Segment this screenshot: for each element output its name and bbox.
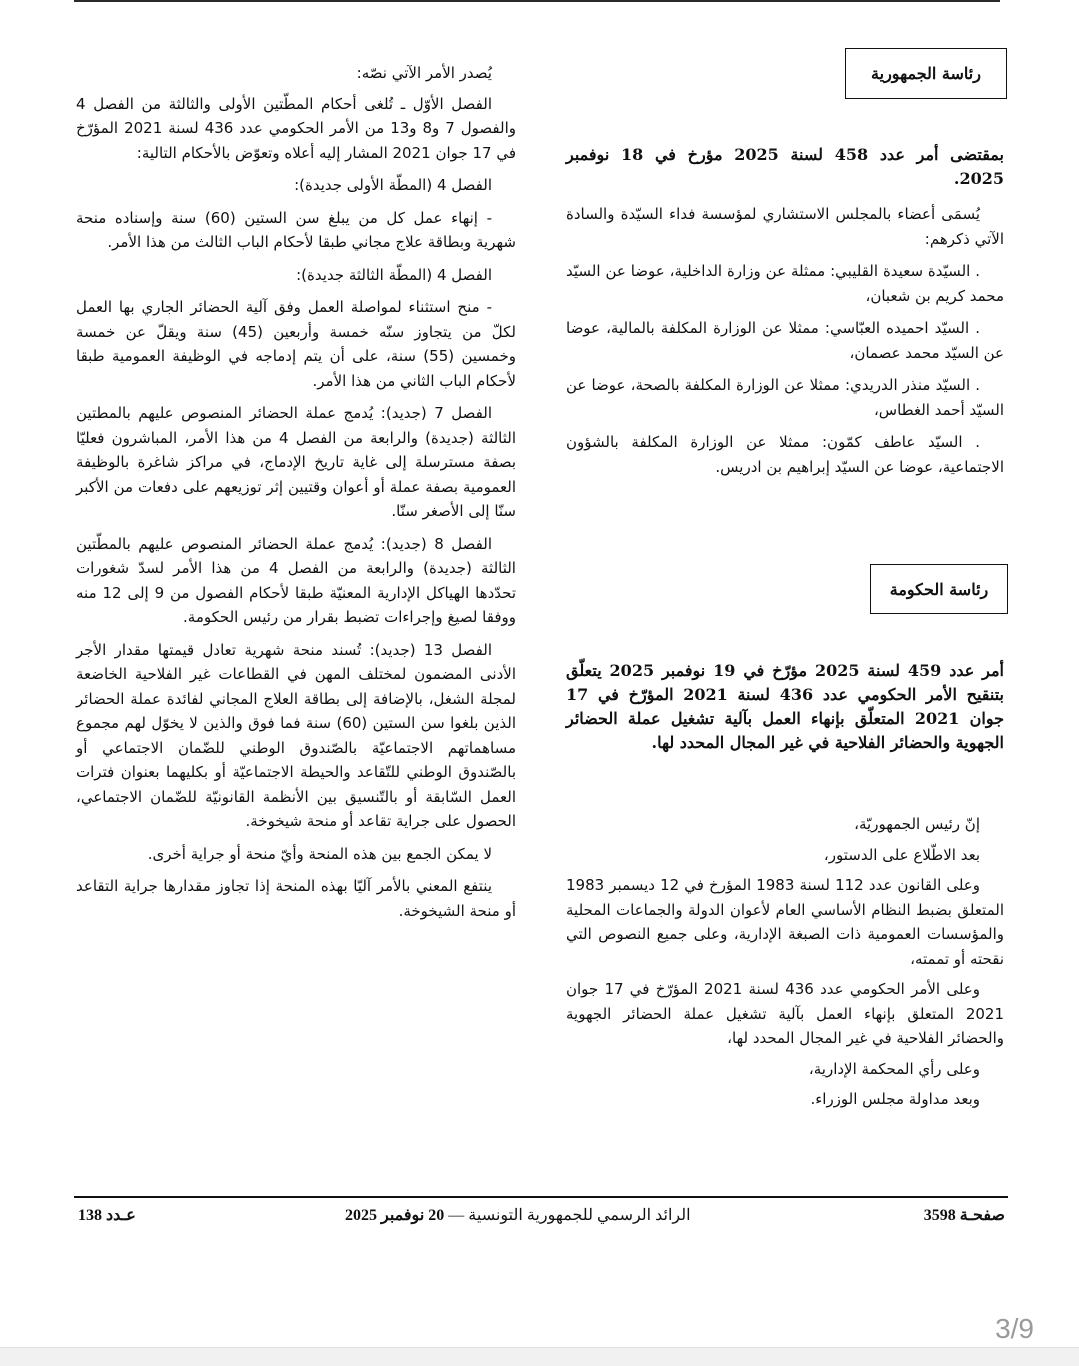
section-title-text: رئاسة الحكومة: [889, 579, 989, 599]
preamble-line: وعلى الأمر الحكومي عدد 436 لسنة 2021 المؤرّخ في 17 جوان 2021 المتعلق بإنهاء العمل بآلية تشغيل عملة الحضائر الجهوية والحضائر الفلاحية في غير المجال المحدد لها،: [566, 980, 1004, 1047]
article-paragraph: ينتفع المعني بالأمر آليّا بهذه المنحة إذا تجاوز مقدارها جراية التقاعد أو منحة الشيخوخة.: [76, 877, 516, 920]
footer-date: 20 نوفمبر 2025: [345, 1207, 445, 1224]
footer-issue-number: 138: [78, 1207, 102, 1224]
article-paragraph: - إنهاء عمل كل من يبلغ سن الستين (60) سنة وإسناده منحة شهرية وبطاقة علاج مجاني طبقا لأحكام الباب الثالث من هذا الأمر.: [76, 208, 516, 251]
footer-issue-label: عـدد: [106, 1207, 136, 1224]
article-paragraph: الفصل 7 (جديد): يُدمج عملة الحضائر المنصوص عليهم بالمطتين الثالثة (جديدة) والرابعة من الفصل 4 من هذا الأمر، المباشرون فعليّا بصفة مسترسلة إلى غاية تاريخ الإدماج، في مراكز شاغرة بالوظيفة العمومية بصفة عملة أو أعوان وقتيين إثر توزيعهم على دفعات من الأكبر سنّا إلى الأصغر سنّا.: [76, 404, 516, 520]
footer-rule: [74, 1196, 1008, 1198]
decree-459-articles: [76, 61, 516, 923]
preamble-line: وبعد مداولة مجلس الوزراء.: [810, 1090, 980, 1108]
preamble-line: وعلى رأي المحكمة الإدارية،: [808, 1059, 980, 1078]
footer-journal: [345, 1205, 691, 1225]
decree-458-member: . السيّد منذر الدريدي: ممثلا عن الوزارة المكلفة بالصحة، عوضا عن السيّد أحمد الغطاس،: [566, 376, 1004, 419]
section-title-presidency: [845, 48, 1007, 99]
section-title-government: [870, 564, 1008, 614]
article-paragraph: الفصل 4 (المطّة الأولى جديدة):: [294, 176, 492, 194]
decree-458-member: . السيّد احميده العبّاسي: ممثلا عن الوزارة المكلفة بالمالية، عوضا عن السيّد محمد عصمان،: [566, 319, 1004, 362]
footer-issue: [78, 1205, 136, 1225]
decree-458-member: . السيّدة سعيدة القليبي: ممثلة عن وزارة الداخلية، عوضا عن السيّد محمد كريم بن شعبان،: [566, 262, 1004, 305]
decree-459-title: أمر عدد 459 لسنة 2025 مؤرّخ في 19 نوفمبر 2025 يتعلّق بتنقيح الأمر الحكومي عدد 436 لسنة 2021 المؤرّخ في 17 جوان 2021 المتعلّق بإنهاء العمل بآلية تشغيل عملة الحضائر الجهوية والحضائر الفلاحية في غير المجال المحدد لها.: [566, 661, 1005, 752]
article-paragraph: لا يمكن الجمع بين هذه المنحة وأيّ منحة أو جراية أخرى.: [147, 844, 492, 863]
article-paragraph: الفصل الأوّل ـ تُلغى أحكام المطّتين الأولى والثالثة من الفصل 4 والفصول 7 و8 و13 من الأمر الحكومي عدد 436 لسنة 2021 المؤرّخ في 17 جوان 2021 المشار إليه أعلاه وتعوّض بالأحكام التالية:: [76, 94, 517, 162]
decree-458: [566, 143, 1004, 479]
article-paragraph: الفصل 8 (جديد): يُدمج عملة الحضائر المنصوص عليهم بالمطّتين الثالثة (جديدة) والرابعة من الفصل 4 من هذا الأمر لسدّ شغورات تحدّدها الهياكل الإدارية المعنيّة طبقا لأحكام الفصول من 9 إلى 12 منه ووفقا لصيغ وإجراءات تضبط بقرار من رئيس الحكومة.: [76, 534, 516, 626]
article-paragraph: - منح استثناء لمواصلة العمل وفق آلية الحضائر الجاري بها العمل لكلّ من يتجاوز سنّه خمسة وأربعين (45) سنة ويقلّ عن خمسة وخمسين (55) سنة، على أن يتم إدماجه في الوظيفة العمومية طبقا لأحكام الباب الثاني من هذا الأمر.: [76, 298, 516, 390]
footer-page-number: 3598: [923, 1207, 956, 1224]
preamble-line: بعد الاطّلاع على الدستور،: [823, 845, 980, 864]
decree-458-paragraph: يُسمَى أعضاء بالمجلس الاستشاري لمؤسسة فداء السيّدة والسادة الآتي ذكرهم:: [566, 205, 1004, 248]
footer-page: [924, 1205, 1005, 1225]
section-title-text: رئاسة الجمهورية: [871, 64, 981, 83]
decree-458-title: بمقتضى أمر عدد 458 لسنة 2025 مؤرخ في 18 نوفمبر 2025.: [566, 145, 1004, 188]
decree-458-member: . السيّد عاطف كمّون: ممثلا عن الوزارة المكلفة بالشؤون الاجتماعية، عوضا عن السيّد إبراهيم بن ادريس.: [566, 433, 1004, 476]
footer-journal-name: الرائد الرسمي للجمهورية التونسية —: [448, 1207, 691, 1224]
top-rule: [74, 0, 1000, 2]
viewer-bottom-bar: [0, 1347, 1079, 1366]
preamble-line: إنّ رئيس الجمهوريّة،: [854, 815, 980, 833]
decree-459-header: [566, 659, 1004, 755]
footer-page-label: صفحـة: [959, 1207, 1005, 1224]
preamble-line: وعلى القانون عدد 112 لسنة 1983 المؤرخ في 12 ديسمبر 1983 المتعلق بضبط النظام الأساسي العام لأعوان الدولة والجماعات المحلية والمؤسسات العمومية ذات الصبغة الإدارية، وعلى جميع النصوص التي نقحته أو تممته،: [566, 876, 1004, 968]
article-paragraph: الفصل 4 (المطّة الثالثة جديدة):: [296, 265, 492, 284]
page-counter: 3/9: [995, 1313, 1034, 1344]
article-paragraph: الفصل 13 (جديد): تُسند منحة شهرية تعادل قيمتها مقدار الأجر الأدنى المضمون لمختلف المهن في القطاعات غير الفلاحية الخاضعة لمجلة الشغل، بالإضافة إلى بطاقة العلاج المجاني لفائدة عملة الحضائر الذين بلغوا سن الستين (60) سنة فما فوق والذين لا يخوّل لهم مجموع مساهماتهم الاجتماعيّة بالصّندوق الوطني للضّمان الاجتماعي أو بالصّندوق الوطني للتّقاعد والحيطة الاجتماعيّة أو بكليهما بعنوان فترات العمل السّابقة أو بالتّنسيق بين الأنظمة القانونيّة للضّمان الاجتماعي، الحصول على جراية تقاعد أو منحة شيخوخة.: [76, 640, 516, 830]
article-paragraph: يُصدر الأمر الآتي نصّه:: [356, 64, 492, 82]
decree-459-preamble: [566, 812, 1004, 1112]
